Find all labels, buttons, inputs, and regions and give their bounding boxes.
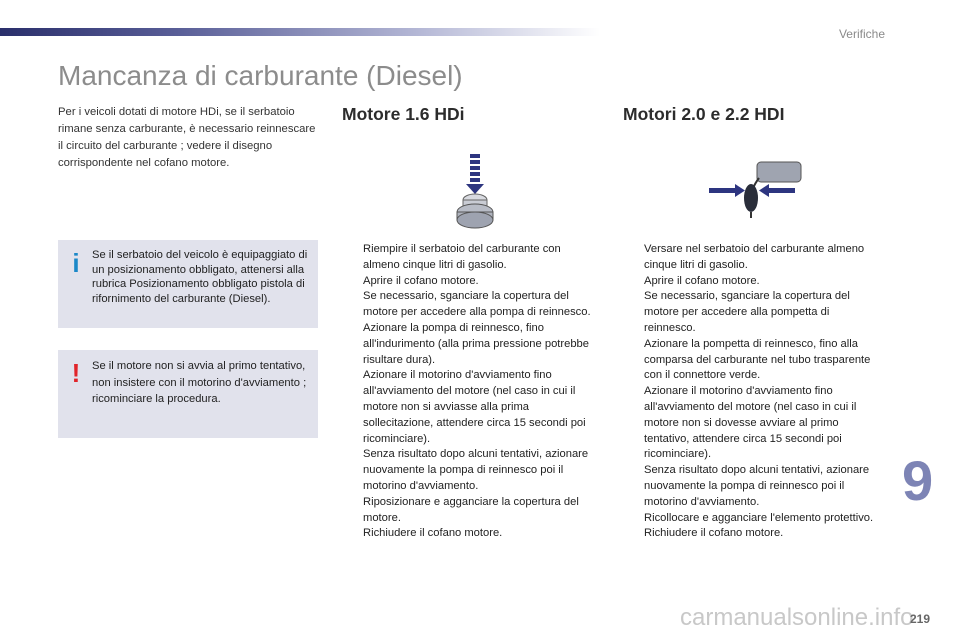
list-item: Senza risultato dopo alcuni tentativi, azionare nuovamente la pompa di reinnesco poi il motorino d'avviamento.: [644, 464, 870, 508]
list-item: Se necessario, sganciare la copertura del motore per accedere alla pompetta di reinnesco.: [644, 290, 850, 334]
priming-bulb-illustration: [705, 158, 805, 220]
info-icon: i: [72, 248, 80, 278]
list-item: Azionare la pompetta di reinnesco, fino alla comparsa del carburante nel tubo trasparente con il connettore verde.: [644, 337, 871, 382]
chapter-number: 9: [902, 449, 934, 512]
list-item: Riposizionare e agganciare la copertura del motore.: [363, 495, 579, 524]
list-item: Aprire il cofano motore.: [363, 274, 479, 287]
engine-2-steps: [623, 242, 878, 542]
intro-text: Per i veicoli dotati di motore HDi, se il serbatoio rimane senza carburante, è necessario reinnescare il circuito del carburante ; vedere il disegno corrispondente nel cofano motore.: [58, 106, 316, 169]
list-item: Ricollocare e agganciare l'elemento protettivo.: [644, 511, 874, 524]
info-text: Se il serbatoio del veicolo è equipaggiato di un posizionamento obbligato, attenersi alla rubrica Posizionamento obbligato pistola di rifornimento del carburante (Diesel).: [92, 249, 308, 305]
header-bar: [0, 28, 600, 36]
page-number: 219: [910, 612, 931, 626]
priming-pump-illustration: [440, 150, 510, 230]
list-item: Versare nel serbatoio del carburante almeno cinque litri di gasolio.: [644, 243, 865, 271]
info-box: [58, 240, 318, 328]
warning-text: Se il motore non si avvia al primo tentativo, non insistere con il motorino d'avviamento ; ricominciare la procedura.: [92, 360, 307, 405]
list-item: Senza risultato dopo alcuni tentativi, azionare nuovamente la pompa di reinnesco poi il motorino d'avviamento.: [363, 448, 589, 492]
list-item: Richiudere il cofano motore.: [363, 527, 503, 540]
list-item: Se necessario, sganciare la copertura del motore per accedere alla pompa di reinnesco.: [363, 290, 591, 319]
list-item: Azionare la pompa di reinnesco, fino all'indurimento (alla prima pressione potrebbe risultare dura).: [363, 321, 590, 366]
list-item: Richiudere il cofano motore.: [644, 527, 784, 540]
page-title: Mancanza di carburante (Diesel): [58, 60, 463, 91]
list-item: Azionare il motorino d'avviamento fino all'avviamento del motore (nel caso in cui il motore non si avviasse alla prima sollecitazione, attendere circa 15 secondi poi ricominciare).: [363, 369, 586, 445]
list-item: Aprire il cofano motore.: [644, 274, 760, 287]
engine-1-steps: [342, 242, 597, 542]
list-item: Riempire il serbatoio del carburante con almeno cinque litri di gasolio.: [363, 243, 561, 271]
watermark: carmanualsonline.info: [680, 604, 914, 631]
warning-box: [58, 350, 318, 438]
engine-2-heading: Motori 2.0 e 2.2 HDI: [623, 104, 785, 124]
section-label: Verifiche: [838, 27, 885, 41]
engine-1-heading: Motore 1.6 HDi: [342, 104, 465, 124]
warning-icon: !: [71, 358, 81, 388]
list-item: Azionare il motorino d'avviamento fino all'avviamento del motore (nel caso in cui il motore non si dovesse avviare al primo tentativo, attendere circa 15 secondi poi ricominciare).: [644, 385, 857, 461]
